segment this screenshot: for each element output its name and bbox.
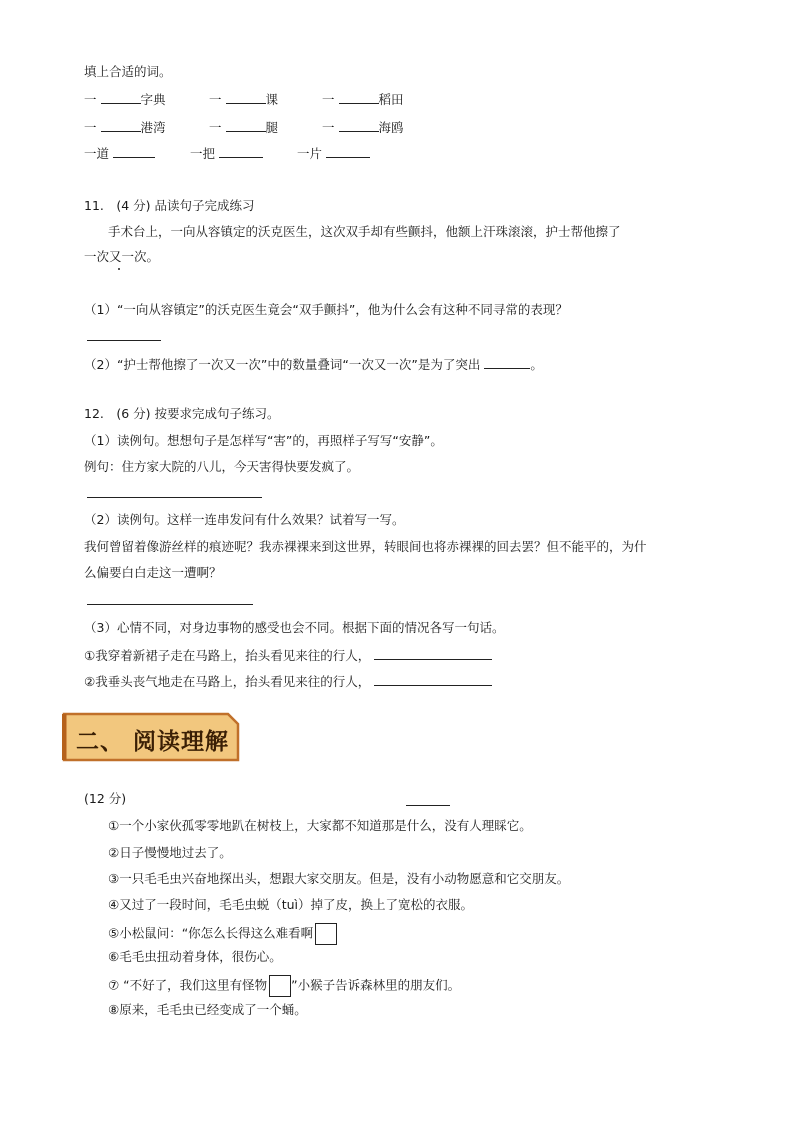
answer-blank[interactable] [219,145,263,158]
reading-line-7-suffix: ”小猴子告诉森林里的朋友们。 [291,977,461,993]
q11-header: 11. (4 分) 品读句子完成练习 [84,198,255,213]
q10-row2-item2 [209,119,278,136]
q10-suffix: 课 [265,92,279,107]
q10-suffix: 稻田 [378,92,404,107]
reading-line-3: ③一只毛毛虫兴奋地探出头，想跟大家交朋友。但是，没有小动物愿意和它交朋友。 [108,871,570,886]
answer-blank[interactable] [339,91,379,104]
reading-line-8: ⑧原来，毛毛虫已经变成了一个蛹。 [108,1002,307,1017]
q10-row3-item3 [297,145,370,162]
reading-line-2: ②日子慢慢地过去了。 [108,845,232,860]
emphasis-dot [118,268,120,270]
q10-prefix: 一 [84,120,97,135]
q11-passage-line2: 一次又一次。 [84,249,160,264]
q10-row3-item2 [190,145,263,162]
reading-score: (12 分) [84,791,127,806]
answer-line[interactable] [87,497,262,498]
q10-row1-item1 [84,91,166,108]
q12-sub1-prompt: （1）读例句。想想句子是怎样写“害”的，再照样子写写“安静”。 [84,433,443,448]
q10-row3-item1 [84,145,155,162]
answer-blank[interactable] [326,145,370,158]
reading-line-4: ④又过了一段时间，毛毛虫蜕（tuì）掉了皮，换上了宽松的衣服。 [108,897,474,912]
q12-sub3-item2-text: ②我垂头丧气地走在马路上，抬头看见来往的行人， [84,674,371,689]
answer-blank[interactable] [101,119,141,132]
answer-blank[interactable] [226,91,266,104]
answer-blank[interactable] [374,647,492,660]
punctuation-box[interactable] [315,923,337,945]
q12-sub2-example-line1: 我何曾留着像游丝样的痕迹呢？我赤裸裸来到这世界，转眼间也将赤裸裸的回去罢？但不能平的，为什 [84,539,647,554]
answer-blank[interactable] [226,119,266,132]
q11-sub2-text: （2）“护士帮他擦了一次又一次”中的数量叠词“一次又一次”是为了突出 [84,357,481,372]
q10-row2-item1 [84,119,166,136]
q12-sub2-example-line2: 么偏要白白走这一遭啊？ [84,565,222,580]
q10-prefix: 一 [322,92,335,107]
q12-sub2-prompt: （2）读例句。这样一连串发问有什么效果？试着写一写。 [84,512,405,527]
q10-suffix: 港湾 [140,120,166,135]
q10-prefix: 一 [209,92,222,107]
answer-blank[interactable] [101,91,141,104]
reading-line-5-text: ⑤小松鼠问：“你怎么长得这么难看啊 [108,925,314,941]
reading-line-6: ⑥毛毛虫扭动着身体，很伤心。 [108,949,282,964]
q10-prefix: 一道 [84,146,110,161]
q10-suffix: 字典 [140,92,166,107]
q10-prefix: 一片 [297,146,323,161]
q10-suffix: 海鸥 [378,120,404,135]
reading-line-5 [108,923,337,945]
section-banner [62,712,240,762]
q12-sub1-example: 例句：住方家大院的八儿，今天害得快要发疯了。 [84,459,360,474]
q12-sub3-item1-text: ①我穿着新裙子走在马路上，抬头看见来往的行人， [84,648,371,663]
q10-row2-item3 [322,119,404,136]
q11-sub2 [84,356,543,373]
q10-prefix: 一 [209,120,222,135]
q10-prefix: 一 [322,120,335,135]
q12-header: 12. (6 分) 按要求完成句子练习。 [84,406,280,421]
title-blank[interactable] [406,805,450,806]
q10-suffix: 腿 [265,120,279,135]
q10-prefix: 一把 [190,146,216,161]
q10-row1-item3 [322,91,404,108]
q10-instruction: 填上合适的词。 [84,64,172,79]
q11-passage-line1: 手术台上，一向从容镇定的沃克医生，这次双手却有些颤抖，他额上汗珠滚滚，护士帮他擦了 [108,224,621,239]
answer-blank[interactable] [484,356,530,369]
q10-row1-item2 [209,91,278,108]
reading-line-1: ①一个小家伙孤零零地趴在树枝上，大家都不知道那是什么，没有人理睬它。 [108,818,532,833]
answer-blank[interactable] [339,119,379,132]
reading-line-7-text: ⑦ “不好了，我们这里有怪物 [108,977,268,993]
answer-blank[interactable] [113,145,155,158]
q10-prefix: 一 [84,92,97,107]
answer-blank[interactable] [374,673,492,686]
q12-sub3-item2 [84,673,492,690]
q12-sub3-item1 [84,647,492,664]
q11-sub1: （1）“一向从容镇定”的沃克医生竟会“双手颤抖”，他为什么会有这种不同寻常的表现？ [84,302,568,317]
reading-line-7 [108,975,460,997]
punctuation-box[interactable] [269,975,291,997]
answer-line[interactable] [87,340,161,341]
q11-sub2-end: 。 [530,357,543,372]
answer-line[interactable] [87,604,253,605]
section-title: 二、 阅读理解 [76,729,230,755]
q12-sub3-prompt: （3）心情不同，对身边事物的感受也会不同。根据下面的情况各写一句话。 [84,620,505,635]
